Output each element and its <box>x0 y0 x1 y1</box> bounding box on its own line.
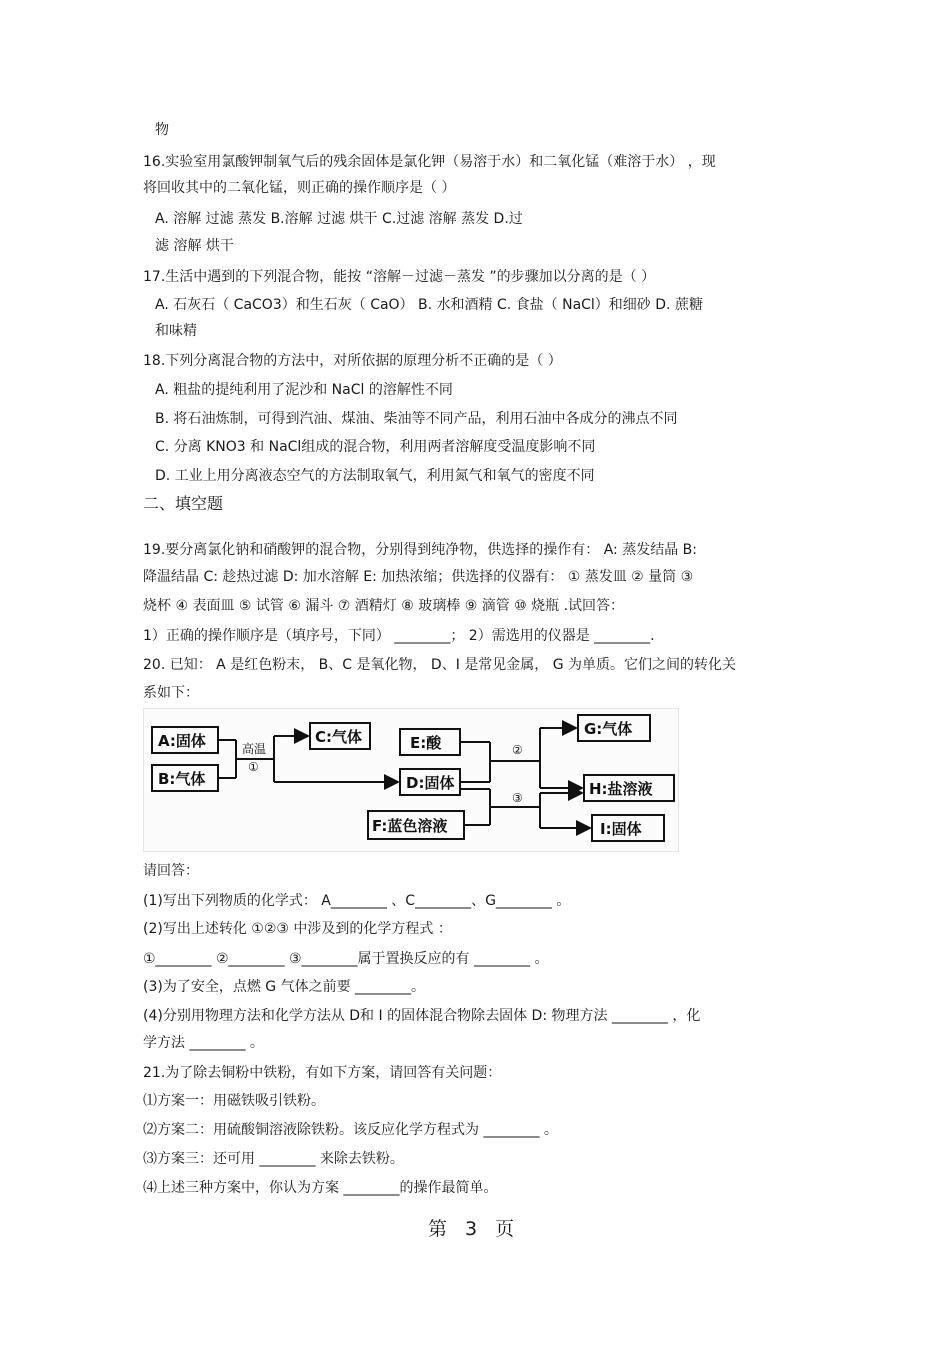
option-18c: C. 分离 KNO3 和 NaCl组成的混合物，利用两者溶解度受温度影响不同 <box>155 439 596 455</box>
question-18: 18.下列分离混合物的方法中，对所依据的原理分析不正确的是（ ） <box>143 353 562 369</box>
label-a: A:固体 <box>158 732 206 750</box>
options-17: A. 石灰石（ CaCO3）和生石灰（ CaO） B. 水和酒精 C. 食盐（ NaCl）和细砂 D. 蔗糖 <box>155 297 703 313</box>
question-20: 20. 已知： A 是红色粉末， B、C 是氧化物， D、I 是常见金属， G 为单质。它们之间的转化关 <box>143 657 737 673</box>
label-f: F:蓝色溶液 <box>372 817 448 835</box>
plan-1: ⑴方案一：用磁铁吸引铁粉。 <box>143 1093 325 1109</box>
sub-question-3: (3)为了安全，点燃 G 气体之前要 ________。 <box>143 979 426 995</box>
question-16: 16.实验室用氯酸钾制氧气后的残余固体是氯化钾（易溶于水）和二氧化锰（难溶于水） ，现 <box>143 154 716 170</box>
reaction-diagram <box>143 708 679 852</box>
label-i: I:固体 <box>600 820 642 838</box>
plan-4: ⑷上述三种方案中，你认为方案 ________的操作最简单。 <box>143 1180 498 1196</box>
text-line: ①________ ②________ ③________属于置换反应的有 ________ 。 <box>143 951 549 967</box>
text-line: 和味精 <box>155 323 197 339</box>
label-d: D:固体 <box>406 774 455 792</box>
label-c: C:气体 <box>315 728 363 746</box>
question-21: 21.为了除去铜粉中铁粉，有如下方案，请回答有关问题： <box>143 1065 502 1081</box>
question-17: 17.生活中遇到的下列混合物，能按 “溶解－过滤－蒸发 ”的步骤加以分离的是（ ） <box>143 269 656 285</box>
label-h: H:盐溶液 <box>589 780 653 798</box>
step-1-label: ① <box>248 760 259 774</box>
page-number: 第 3 页 <box>428 1218 521 1240</box>
step-2-label: ② <box>512 743 523 757</box>
reaction-diagram-svg <box>144 709 680 853</box>
option-18b: B. 将石油炼制，可得到汽油、煤油、柴油等不同产品，利用石油中各成分的沸点不同 <box>155 411 678 427</box>
sub-question-2: (2)写出上述转化 ①②③ 中涉及到的化学方程式 ： <box>143 921 452 937</box>
label-b: B:气体 <box>158 770 206 788</box>
text-line: 滤 溶解 烘干 <box>155 238 234 254</box>
section-heading: 二、填空题 <box>143 494 224 513</box>
sub-question-4: (4)分别用物理方法和化学方法从 D和 I 的固体混合物除去固体 D: 物理方法 ________ ，化 <box>143 1008 701 1024</box>
condition-high-temp: 高温 <box>242 742 267 756</box>
text-line: 1）正确的操作顺序是（填序号，下同） ________； 2）需选用的仪器是 ________. <box>143 628 655 644</box>
options-16: A. 溶解 过滤 蒸发 B.溶解 过滤 烘干 C.过滤 溶解 蒸发 D.过 <box>155 211 523 227</box>
text-line: 物 <box>155 122 169 138</box>
plan-2: ⑵方案二：用硫酸铜溶液除铁粉。该反应化学方程式为 ________ 。 <box>143 1122 558 1138</box>
option-18a: A. 粗盐的提纯利用了泥沙和 NaCl 的溶解性不同 <box>155 382 453 398</box>
plan-3: ⑶方案三：还可用 ________ 来除去铁粉。 <box>143 1151 404 1167</box>
sub-question-1: (1)写出下列物质的化学式： A________ 、C________、G________ 。 <box>143 893 571 909</box>
text-line: 降温结晶 C: 趁热过滤 D: 加水溶解 E: 加热浓缩；供选择的仪器有： ① 蒸发皿 ② 量筒 ③ <box>143 569 694 585</box>
text-line: 请回答： <box>143 863 199 879</box>
label-e: E:酸 <box>410 734 442 752</box>
text-line: 学方法 ________ 。 <box>143 1035 264 1051</box>
step-3-label: ③ <box>512 791 523 805</box>
option-18d: D. 工业上用分离液态空气的方法制取氧气，利用氮气和氧气的密度不同 <box>155 468 595 484</box>
text-line: 将回收其中的二氧化锰，则正确的操作顺序是（ ） <box>143 180 456 196</box>
text-line: 烧杯 ④ 表面皿 ⑤ 试管 ⑥ 漏斗 ⑦ 酒精灯 ⑧ 玻璃棒 ⑨ 滴管 ⑩ 烧瓶 .试回答： <box>143 598 625 614</box>
text-line: 系如下： <box>143 685 199 701</box>
question-19: 19.要分离氯化钠和硝酸钾的混合物，分别得到纯净物，供选择的操作有： A: 蒸发结晶 B: <box>143 542 697 558</box>
label-g: G:气体 <box>584 720 633 738</box>
